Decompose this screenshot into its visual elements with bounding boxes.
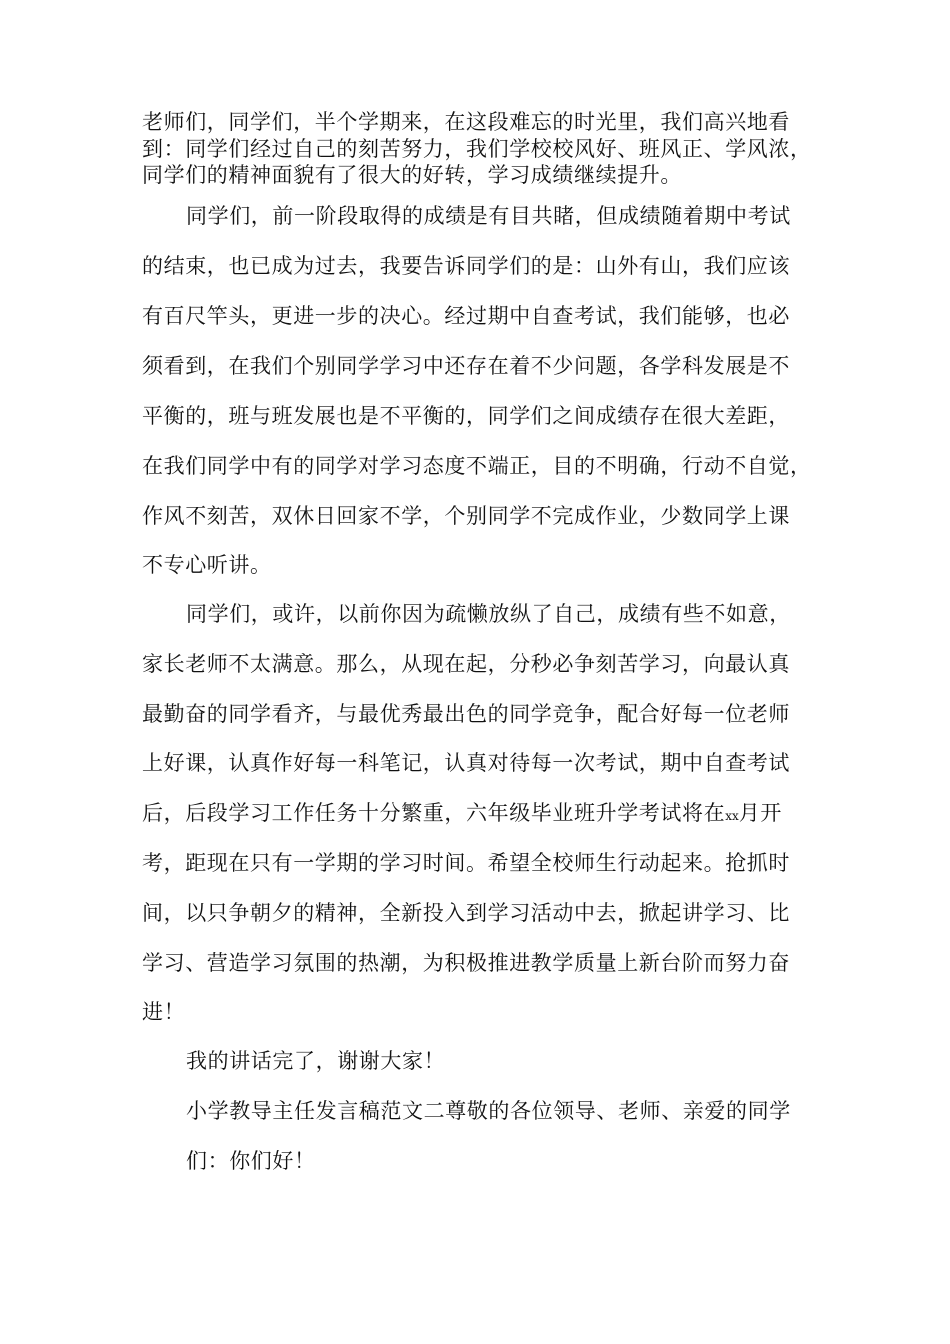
text-line: 同学们，或许，以前你因为疏懒放纵了自己，成绩有些不如意，: [186, 602, 791, 626]
text-line: 作风不刻苦，双休日回家不学，个别同学不完成作业，少数同学上课: [142, 504, 790, 528]
text-segment: 后，后段学习工作任务十分繁重，六年级毕业班升学考试将在: [142, 801, 726, 825]
text-line: 须看到，在我们个别同学学习中还存在着不少问题，各学科发展是不: [142, 354, 790, 378]
text-line: 家长老师不太满意。那么，从现在起，分秒必争刻苦学习，向最认真: [142, 652, 790, 676]
text-line: 进！: [142, 1000, 186, 1024]
text-line: [142, 800, 782, 829]
text-line: 小学教导主任发言稿范文二尊敬的各位领导、老师、亲爱的同学: [186, 1099, 791, 1123]
text-line: 的结束，也已成为过去，我要告诉同学们的是：山外有山，我们应该: [142, 254, 790, 278]
text-segment: 月开: [738, 801, 782, 825]
text-line: 有百尺竿头，更进一步的决心。经过期中自查考试，我们能够，也必: [142, 304, 790, 328]
text-line: 在我们同学中有的同学对学习态度不端正，目的不明确，行动不自觉，: [142, 454, 812, 478]
text-line: 上好课，认真作好每一科笔记，认真对待每一次考试，期中自查考试: [142, 751, 790, 775]
text-line: 学习、营造学习氛围的热潮，为积极推进教学质量上新台阶而努力奋: [142, 951, 790, 975]
text-line: 同学们的精神面貌有了很大的好转，学习成绩继续提升。: [142, 163, 682, 187]
text-line: 到：同学们经过自己的刻苦努力，我们学校校风好、班风正、学风浓，: [142, 137, 812, 161]
text-line: 最勤奋的同学看齐，与最优秀最出色的同学竞争，配合好每一位老师: [142, 702, 790, 726]
text-line: 老师们，同学们，半个学期来，在这段难忘的时光里，我们高兴地看: [142, 110, 790, 134]
text-line: 们：你们好！: [186, 1149, 316, 1173]
text-line: 考，距现在只有一学期的学习时间。希望全校师生行动起来。抢抓时: [142, 851, 790, 875]
closing-line: 我的讲话完了，谢谢大家！: [186, 1049, 446, 1073]
placeholder-xx: xx: [725, 809, 739, 823]
text-line: 不专心听讲。: [142, 553, 272, 577]
text-line: 同学们，前一阶段取得的成绩是有目共睹，但成绩随着期中考试: [186, 204, 791, 228]
text-line: 平衡的，班与班发展也是不平衡的，同学们之间成绩存在很大差距，: [142, 404, 790, 428]
text-line: 间，以只争朝夕的精神，全新投入到学习活动中去，掀起讲学习、比: [142, 901, 790, 925]
